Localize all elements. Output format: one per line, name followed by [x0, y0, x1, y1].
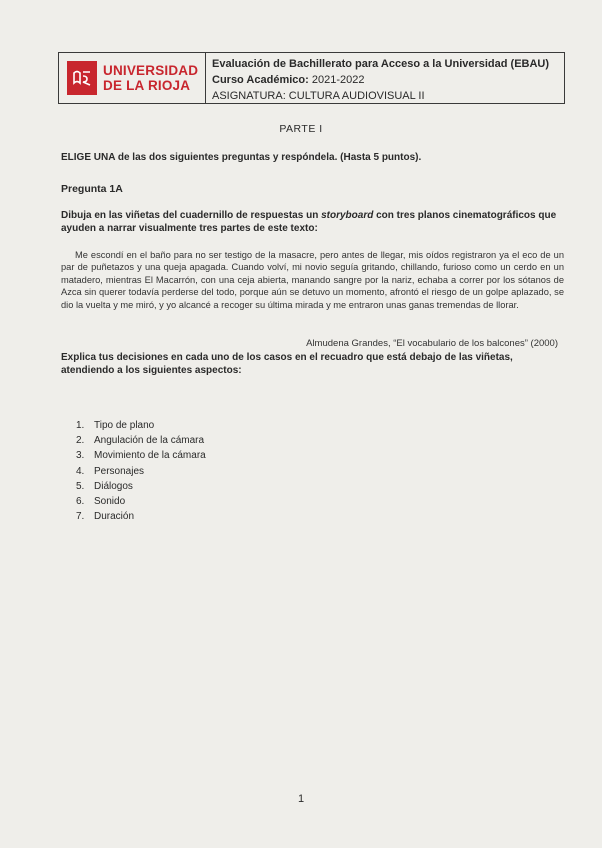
list-item-number: 1. — [76, 420, 85, 431]
task-emphasis: storyboard — [321, 210, 374, 221]
list-item — [76, 435, 206, 450]
list-item-number: 3. — [76, 450, 85, 462]
instruction: ELIGE UNA de las dos siguientes preguntas y respóndela. (Hasta 5 puntos). — [61, 152, 422, 163]
list-item-label: Duración — [94, 511, 135, 523]
list-item — [76, 496, 206, 511]
university-emblem-icon — [67, 61, 97, 95]
logo-text-line1: UNIVERSIDAD — [103, 63, 199, 78]
list-item-number: 7. — [76, 511, 85, 523]
aspect-list — [76, 420, 206, 526]
exam-header — [58, 52, 565, 104]
course-value: 2021-2022 — [311, 74, 365, 86]
list-item-label: Tipo de plano — [94, 420, 155, 431]
task-text-after: con tres planos cinematográficos que ayuden a narrar visualmente tres partes de este texto: — [61, 210, 557, 234]
subject: ASIGNATURA: CULTURA AUDIOVISUAL II — [212, 90, 425, 102]
explain-instruction: Explica tus decisiones en cada uno de los casos en el recuadro que está debajo de las viñetas, atendiendo a los siguientes aspectos: — [61, 352, 513, 376]
list-item — [76, 481, 206, 496]
quote-author: Almudena Grandes, “El vocabulario de los balcones” (2000) — [306, 338, 558, 349]
academic-year — [212, 72, 549, 88]
list-item-number: 4. — [76, 465, 85, 477]
list-item-label: Diálogos — [94, 480, 133, 492]
list-item — [76, 466, 206, 481]
list-item-label: Sonido — [94, 495, 126, 507]
exam-title: Evaluación de Bachillerato para Acceso a la Universidad (EBAU) — [212, 58, 550, 70]
list-item-number: 5. — [76, 480, 85, 492]
exam-info — [206, 53, 549, 103]
task-statement — [61, 209, 561, 235]
list-item-number: 2. — [76, 435, 85, 447]
list-item-number: 6. — [76, 495, 85, 507]
list-item — [76, 450, 206, 465]
course-label: Curso Académico: — [212, 74, 309, 86]
list-item — [76, 511, 206, 526]
list-item-label: Movimiento de la cámara — [94, 450, 206, 462]
list-item-label: Personajes — [94, 465, 145, 477]
list-item — [76, 420, 206, 435]
question-label: Pregunta 1A — [61, 183, 123, 195]
quote-text: Me escondí en el baño para no ser testigo de la masacre, pero antes de llegar, mis oídos registraron ya el eco de un par de puñetazos y una queja apagada. Cuando volví, mi novio seguía gritando, chillando, furioso como un cerdo en un matadero, mientras El Macarrón, con una ceja abierta, manando sangre por la nariz, echaba a correr por los sótanos de Azca sin querer todavía perderse del todo, porque aún se detuvo un momento, afrontó el riesgo de un golpe aplazado, se dio la vuelta y me miró, y yo alcancé a recoger su última mirada y me entraron unas ganas tremendas de llorar. — [61, 250, 564, 310]
part-title: PARTE I — [279, 123, 323, 135]
logo-text-line2: DE LA RIOJA — [103, 78, 191, 93]
university-logo — [59, 53, 206, 103]
task-text-before: Dibuja en las viñetas del cuadernillo de respuestas un — [61, 210, 322, 221]
page-number: 1 — [297, 793, 305, 805]
list-item-label: Angulación de la cámara — [94, 435, 205, 447]
